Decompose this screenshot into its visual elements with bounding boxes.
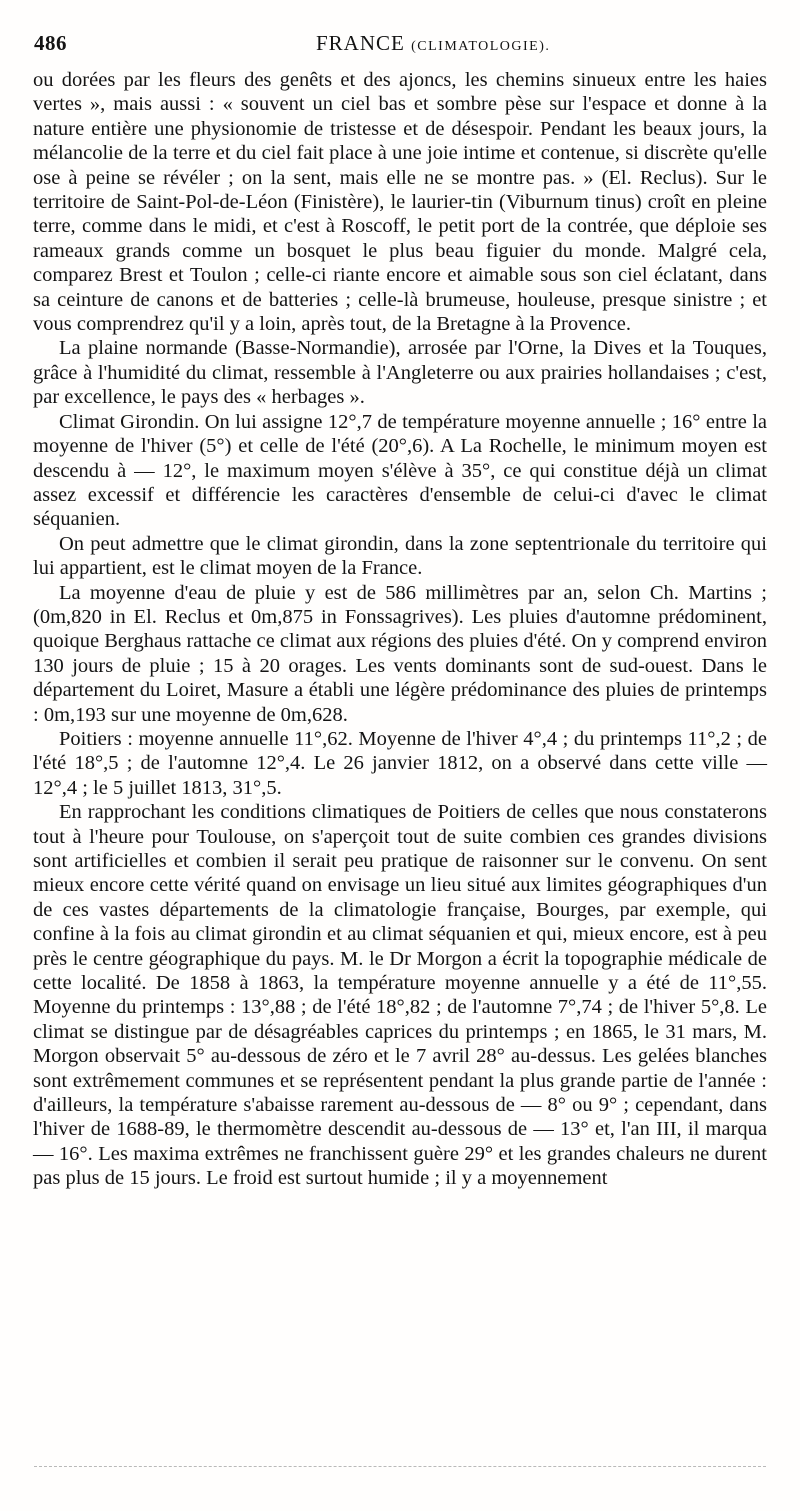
running-head (34, 28, 766, 58)
paragraph-climat-moyen: On peut admettre que le climat girondin, dans la zone septentrionale du territoire qui lui appartient, est le climat moyen de la France. (33, 532, 767, 580)
paragraph-poitiers: Poitiers : moyenne annuelle 11°,62. Moyenne de l'hiver 4°,4 ; du printemps 11°,2 ; de l'été 18°,5 ; de l'automne 12°,4. Le 26 janvier 1812, on a observé dans cette ville — 12°,4 ; le 5 juillet 1813, 31°,5. (33, 727, 767, 799)
paragraph-rainfall: La moyenne d'eau de pluie y est de 586 millimètres par an, selon Ch. Martins ; (0m,820 in El. Reclus et 0m,875 in Fonssagrives). Les pluies d'automne prédominent, quoique Berghaus rattache ce climat aux régions des pluies d'été. On y comprend environ 130 jours de pluie ; 15 à 20 orages. Les vents dominants sont de sud-ouest. Dans le département du Loiret, Masure a établi une légère prédominance des pluies de printemps : 0m,193 sur une moyenne de 0m,628. (33, 581, 767, 726)
body-text (33, 68, 767, 1191)
running-title (316, 28, 550, 62)
paragraph-continuation: ou dorées par les fleurs des genêts et des ajoncs, les chemins sinueux entre les haies vertes », mais aussi : « souvent un ciel bas et sombre pèse sur l'espace et donne à la nature entière une physionomie de tristesse et de désespoir. Pendant les beaux jours, la mélancolie de la terre et du ciel fait place à une joie intime et contenue, si discrète qu'elle ose à peine se révéler ; on la sent, mais elle ne se montre pas. » (El. Reclus). Sur le territoire de Saint-Pol-de-Léon (Finistère), le laurier-tin (Viburnum tinus) croît en pleine terre, comme dans le midi, et c'est à Roscoff, le petit port de la contrée, que déploie ses rameaux grands comme un bosquet le plus beau figuier du monde. Malgré cela, comparez Brest et Toulon ; celle-ci riante encore et aimable sous son ciel éclatant, dans sa ceinture de canons et de batteries ; celle-là brumeuse, houleuse, presque sinistre ; et vous comprendrez qu'il y a loin, après tout, de la Bretagne à la Provence. (33, 69, 767, 336)
footer-rule (34, 1466, 766, 1468)
running-title-main: FRANCE (316, 31, 405, 55)
running-title-subtitle: (CLIMATOLOGIE). (411, 39, 551, 54)
paragraph-normandy: La plaine normande (Basse-Normandie), arrosée par l'Orne, la Dives et la Touques, grâce à l'humidité du climat, ressemble à l'Angleterre ou aux prairies hollandaises ; c'est, par excellence, le pays des « herbages ». (33, 337, 767, 409)
page-number: 486 (34, 31, 67, 55)
paragraph-bourges: En rapprochant les conditions climatiques de Poitiers de celles que nous constaterons tout à l'heure pour Toulouse, on s'aperçoit tout de suite combien ces grandes divisions sont artificielles et combien il serait peu pratique de raisonner sur le convenu. On sent mieux encore cette vérité quand on envisage un lieu situé aux limites géographiques d'un de ces vastes départements de la climatologie française, Bourges, par exemple, qui confine à la fois au climat girondin et au climat séquanien et qui, mieux encore, est à peu près le centre géographique du pays. M. le Dr Morgon a écrit la topographie médicale de cette localité. De 1858 à 1863, la température moyenne annuelle y a été de 11°,55. Moyenne du printemps : 13°,88 ; de l'été 18°,82 ; de l'automne 7°,74 ; de l'hiver 5°,8. Le climat se distingue par de désagréables caprices du printemps ; en 1865, le 31 mars, M. Morgon observait 5° au-dessous de zéro et le 7 avril 28° au-dessus. Les gelées blanches sont extrêmement communes et se représentent pendant la plus grande partie de l'année : d'ailleurs, la température s'abaisse rarement au-dessous de — 8° ou 9° ; cependant, dans l'hiver de 1688-89, le thermomètre descendit au-dessous de — 13° et, l'an III, il marqua — 16°. Les maxima extrêmes ne franchissent guère 29° et les grandes chaleurs ne durent pas plus de 15 jours. Le froid est surtout humide ; il y a moyennement (33, 801, 767, 1190)
paragraph-climat-girondin: Climat Girondin. On lui assigne 12°,7 de température moyenne annuelle ; 16° entre la moyenne de l'hiver (5°) et celle de l'été (20°,6). A La Rochelle, le minimum moyen est descendu à — 12°, le maximum moyen s'élève à 35°, ce qui constitue déjà un climat assez excessif et différencie les caractères d'ensemble de celui-ci d'avec le climat séquanien. (33, 410, 767, 531)
